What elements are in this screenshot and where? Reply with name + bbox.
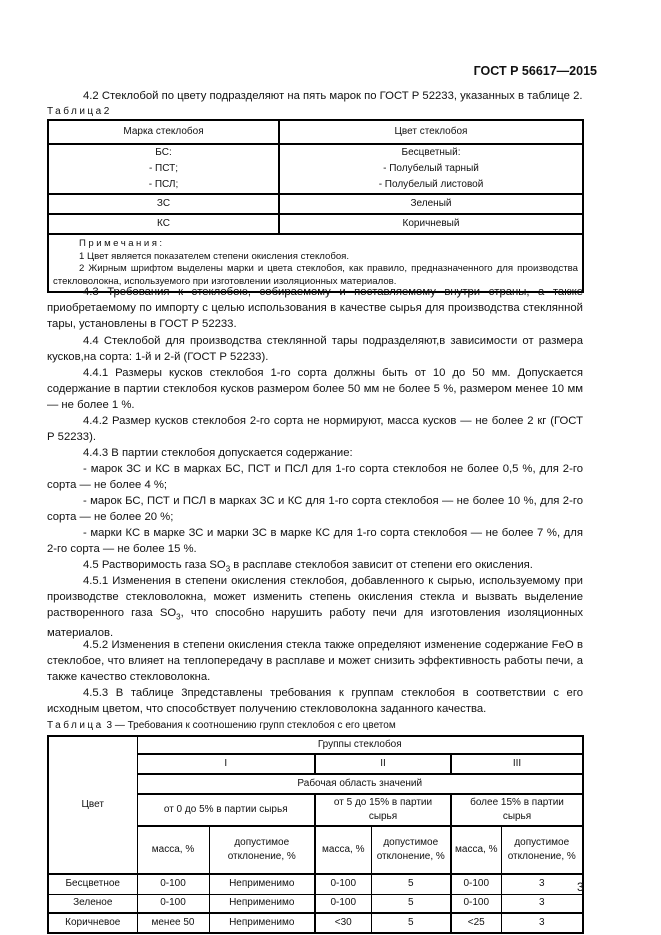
t3-header-color: Цвет (48, 736, 137, 874)
t2-header-mark: Марка стеклобоя (48, 120, 279, 144)
t3-cell: Неприменимо (209, 894, 315, 913)
t3-group-1: I (137, 754, 315, 774)
paragraph-4-4-3-c: - марки КС в марке ЗС и марки ЗС в марке КС для 1-го сорта стеклобоя — не более 7 %, для 2-го сорта — не более 15 %. (47, 527, 583, 555)
table2-caption: Таблица2 (47, 106, 112, 117)
t2-cell-color: Зеленый (279, 194, 583, 214)
paragraph-4-5: 4.5 Растворимость газа $SO_3$ в расплаве стеклобоя зависит от степени его окисления. (83, 559, 533, 574)
t3-range-2: от 5 до 15% в партии сырья (315, 794, 451, 826)
paragraph-4-5-1: 4.5.1 Изменения в степени окисления стеклобоя, добавленного к сырью, используемому при производстве стекловолокна, может изменить степень окисления стекла и вызвать выделение растворенного газа $SO_3$, что способно нарушить работу печи для изготовления изоляционных материалов. (47, 575, 583, 640)
paragraph-4-4-3: 4.4.3 В партии стеклобоя допускается содержание: (83, 447, 353, 459)
t2-cell-mark: ЗС (48, 194, 279, 214)
t3-group-2: II (315, 754, 451, 774)
t2-cell-mark: КС (48, 214, 279, 234)
t3-cell: <25 (451, 913, 501, 933)
t3-group-3: III (451, 754, 583, 774)
t3-cell: Неприменимо (209, 913, 315, 933)
table-row (48, 874, 583, 894)
t3-range-3: более 15% в партии сырья (451, 794, 583, 826)
t3-cell: 0-100 (137, 874, 209, 894)
t3-sub-dev: допустимое отклонение, % (209, 826, 315, 874)
paragraph-4-5-3: 4.5.3 В таблице 3представлены требования к группам стеклобоя в соответствии с его исходным цветом, что способствует получению стекловолокна заданного качества. (47, 687, 583, 715)
t3-cell: 5 (371, 874, 451, 894)
t3-work-range: Рабочая область значений (137, 774, 583, 794)
t3-sub-dev: допустимое отклонение, % (501, 826, 583, 874)
t3-cell: 5 (371, 894, 451, 913)
paragraph-4-3: 4.3 Требования к стеклобою, собираемому и поставляемому внутри страны, а также приобретаемому по импорту с целью использования в качестве сырья для производства стеклянной тары, установлены в ГОСТ Р 52233. (47, 286, 583, 330)
t3-cell: Неприменимо (209, 874, 315, 894)
paragraph-4-4-3-a: - марок ЗС и КС в марках БС, ПСТ и ПСЛ для 1-го сорта стеклобоя не более 0,5 %, для 2-го сорта — не более 4 %; (47, 463, 583, 491)
t3-cell: 3 (501, 894, 583, 913)
paragraph-4-2: 4.2 Стеклобой по цвету подразделяют на пять марок по ГОСТ Р 52233, указанных в таблице 2. (83, 90, 583, 102)
t3-cell-color: Зеленое (48, 894, 137, 913)
t3-range-1: от 0 до 5% в партии сырья (137, 794, 315, 826)
t2-cell-color: Коричневый (279, 214, 583, 234)
t3-cell: 3 (501, 913, 583, 933)
table-3 (47, 735, 584, 934)
paragraph-4-5-2: 4.5.2 Изменения в степени окисления стекла также определяют изменение содержание FeO в стеклобое, что влияет на теплопередачу в расплаве и может снизить эффективность работы печи, а также качество стекловолокна. (47, 639, 583, 683)
paragraph-4-4-2: 4.4.2 Размер кусков стеклобоя 2-го сорта не нормируют, масса кусков — не более 2 кг (ГОСТ Р 52233). (47, 415, 583, 443)
t3-cell: 3 (501, 874, 583, 894)
t3-cell: 0-100 (451, 894, 501, 913)
t3-header-groups: Группы стеклобоя (137, 736, 583, 754)
paragraph-4-4-1: 4.4.1 Размеры кусков стеклобоя 1-го сорта должны быть от 10 до 50 мм. Допускается содержание в партии стеклобоя кусков размером более 50 мм не более 5 %, размером менее 10 мм — не более 1 %. (47, 367, 583, 411)
t3-cell: 0-100 (315, 874, 371, 894)
t3-cell: 0-100 (315, 894, 371, 913)
t2-cell-mark: БС: - ПСТ; - ПСЛ; (48, 144, 279, 194)
paragraph-4-4: 4.4 Стеклобой для производства стеклянной тары подразделяют,в зависимости от размера кусков,на сорта: 1-й и 2-й (ГОСТ Р 52233). (47, 335, 583, 363)
t3-sub-mass: масса, % (137, 826, 209, 874)
t3-cell: менее 50 (137, 913, 209, 933)
page-number: 3 (577, 880, 584, 894)
t3-cell-color: Бесцветное (48, 874, 137, 894)
table-row (48, 894, 583, 913)
table-row (48, 913, 583, 933)
t3-cell: <30 (315, 913, 371, 933)
document-id: ГОСТ Р 56617—2015 (473, 64, 597, 78)
paragraph-4-4-3-b: - марок БС, ПСТ и ПСЛ в марках ЗС и КС для 1-го сорта стеклобоя — не более 10 %, для 2-го сорта — не более 20 %; (47, 495, 583, 523)
t3-cell: 5 (371, 913, 451, 933)
t3-cell: 0-100 (137, 894, 209, 913)
t3-sub-mass: масса, % (315, 826, 371, 874)
t3-cell-color: Коричневое (48, 913, 137, 933)
t2-cell-color: Бесцветный: - Полубелый тарный - Полубелый листовой (279, 144, 583, 194)
table3-caption: Таблица 3 — Требования к соотношению групп стеклобоя с его цветом (47, 720, 396, 731)
t2-notes: Примечания: 1 Цвет является показателем степени окисления стеклобоя. 2 Жирным шрифтом выделены марки и цвета стеклобоя, как правило, предназначенного для производства стекловолокна, используемого при изготовлении изоляционных материалов. (48, 234, 583, 292)
t3-sub-mass: масса, % (451, 826, 501, 874)
t3-cell: 0-100 (451, 874, 501, 894)
t3-sub-dev: допустимое отклонение, % (371, 826, 451, 874)
table-2 (47, 119, 584, 293)
t2-header-color: Цвет стеклобоя (279, 120, 583, 144)
